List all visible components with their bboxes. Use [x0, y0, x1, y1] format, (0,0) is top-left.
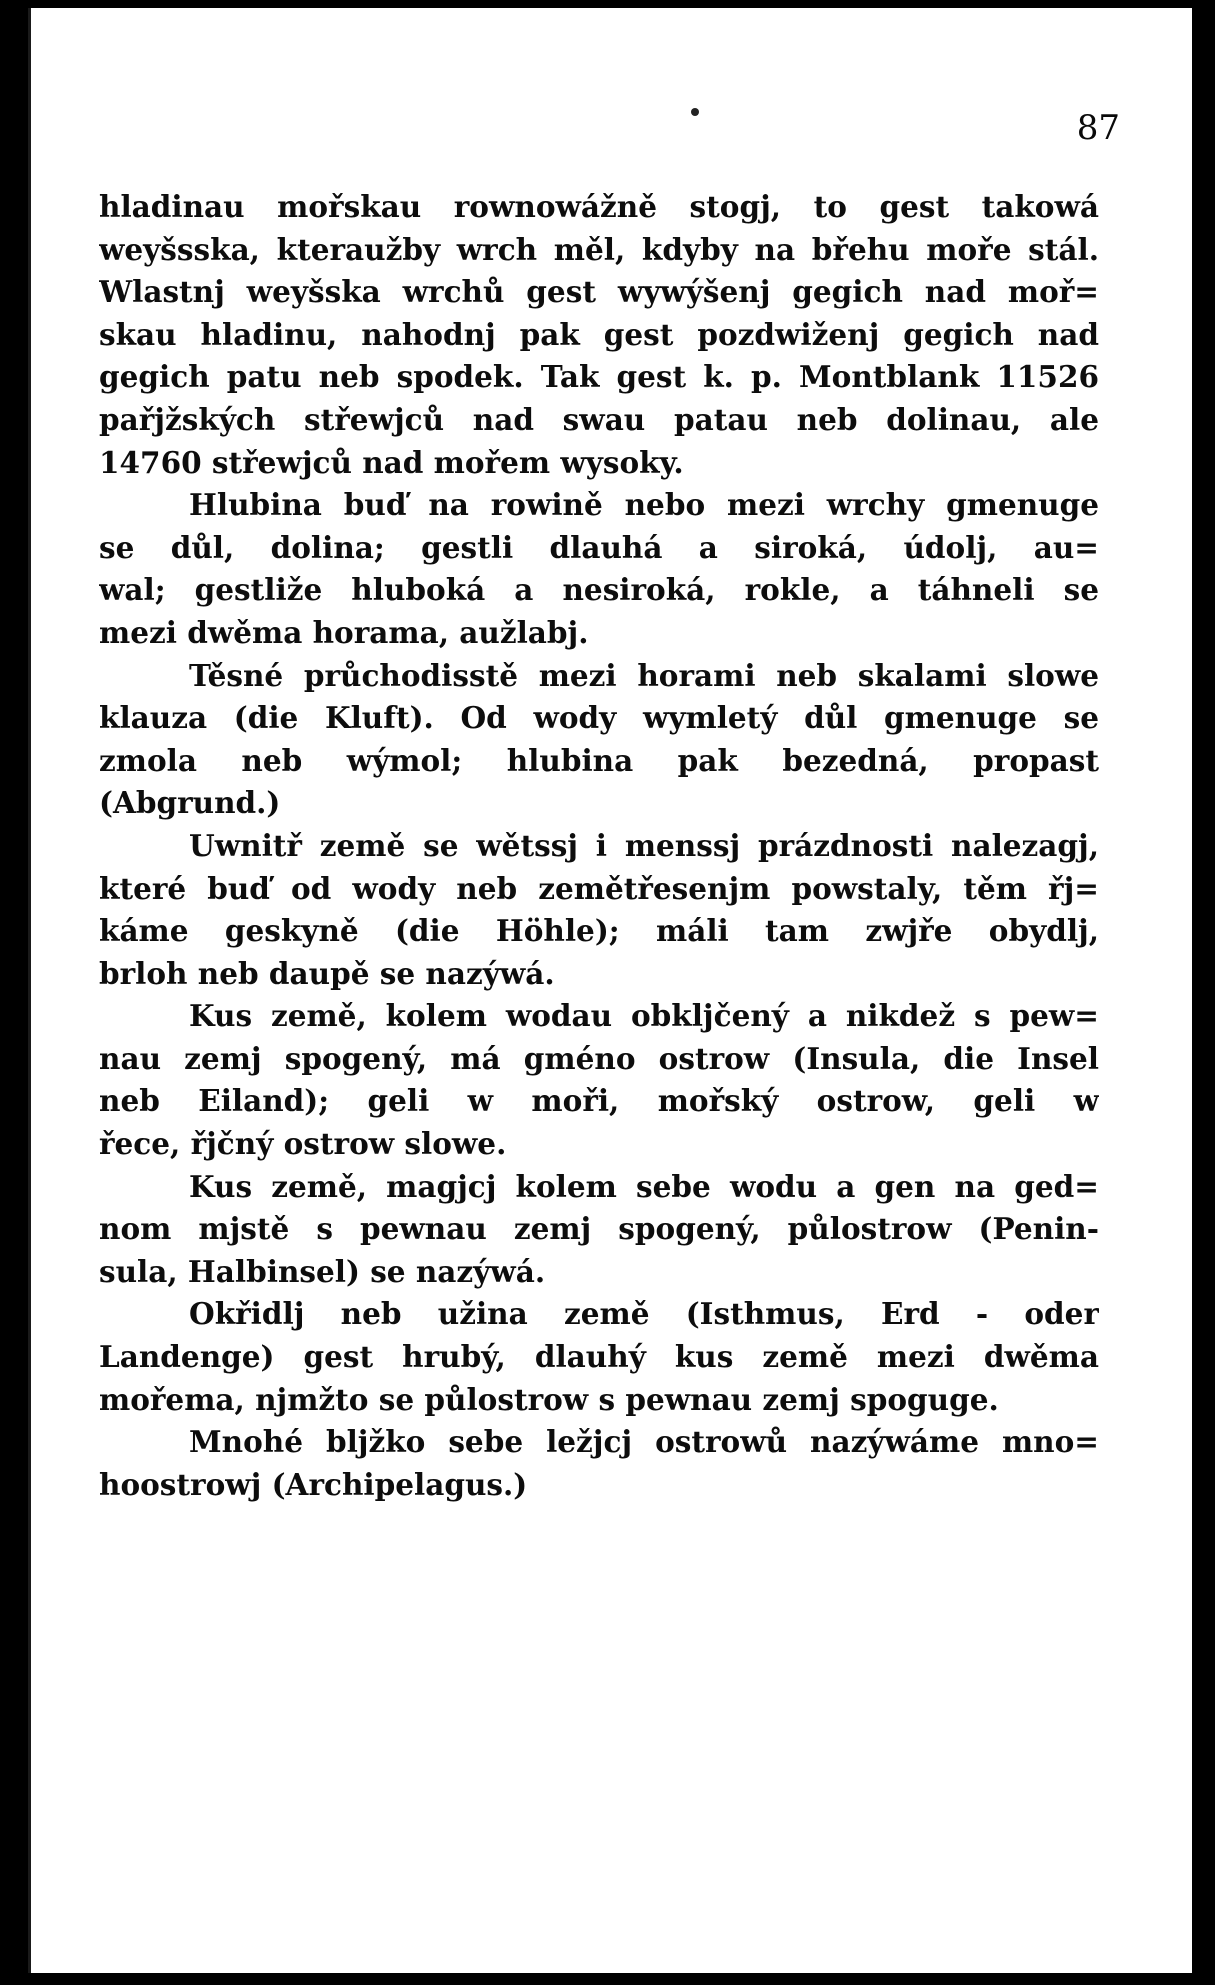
text-line: skau hladinu, nahodnj pak gest pozdwiženj gegich nad: [99, 316, 1099, 352]
text-line: brloh neb daupě se nazýwá.: [99, 955, 555, 991]
text-line: nau zemj spogený, má gméno ostrow (Insula, die Insel: [99, 1040, 1099, 1076]
paragraph: [99, 1421, 1099, 1506]
text-line: Wlastnj weyšska wrchů gest wywýšenj gegich nad moř=: [99, 274, 1099, 310]
paragraph: [99, 825, 1099, 995]
text-line: hladinau mořskau rownowážně stogj, to gest takowá: [99, 189, 1099, 224]
paragraph: [99, 484, 1099, 654]
page-number: 87: [1076, 108, 1120, 148]
text-line: káme geskyně (die Höhle); máli tam zwjře obydlj,: [99, 913, 1099, 949]
text-line: gegich patu neb spodek. Tak gest k. p. Montblank 11526: [99, 359, 1099, 395]
text-line: Kus země, magjcj kolem sebe wodu a gen na ged=: [189, 1168, 1099, 1204]
text-line: se důl, dolina; gestli dlauhá a siroká, údolj, au=: [99, 529, 1099, 565]
book-page: [28, 8, 1192, 1973]
text-line: hoostrowj (Archipelagus.): [99, 1466, 528, 1502]
text-line: Hlubina buď na rowině nebo mezi wrchy gmenuge: [189, 487, 1099, 523]
text-line: Landenge) gest hrubý, dlauhý kus země mezi dwěma: [99, 1339, 1099, 1375]
text-line: mořema, njmžto se půlostrow s pewnau zemj spoguge.: [99, 1381, 999, 1417]
text-line: neb Eiland); geli w moři, mořský ostrow, geli w: [99, 1083, 1099, 1119]
paragraph: [99, 1293, 1099, 1421]
text-line: pařjžských střewjců nad swau patau neb dolinau, ale: [99, 401, 1099, 437]
text-line: Mnohé bljžko sebe ležjcj ostrowů nazýwáme mno=: [189, 1424, 1099, 1460]
paragraph: [99, 655, 1099, 825]
paragraph: [99, 186, 1099, 484]
paragraph: [99, 995, 1099, 1165]
text-line: wal; gestliže hluboká a nesiroká, rokle, a táhneli se: [99, 572, 1099, 608]
text-line: Kus země, kolem wodau obkljčený a nikdež s pew=: [189, 998, 1099, 1034]
text-line: zmola neb wýmol; hlubina pak bezedná, propast: [99, 742, 1099, 778]
text-line: klauza (die Kluft). Od wody wymletý důl gmenuge se: [99, 700, 1099, 736]
text-line: Těsné průchodisstě mezi horami neb skalami slowe: [189, 657, 1099, 693]
text-line: 14760 střewjců nad mořem wysoky.: [99, 444, 684, 480]
text-line: které buď od wody neb zemětřesenjm powstaly, těm řj=: [99, 870, 1099, 906]
text-line: (Abgrund.): [99, 785, 281, 821]
text-line: weyšsska, kteraužby wrch měl, kdyby na břehu moře stál.: [99, 231, 1099, 267]
text-line: sula, Halbinsel) se nazýwá.: [99, 1253, 546, 1289]
text-body: [99, 186, 1099, 1506]
text-line: Uwnitř země se wětssj i menssj prázdnosti nalezagj,: [189, 827, 1099, 863]
text-line: mezi dwěma horama, aužlabj.: [99, 614, 589, 650]
text-line: řece, řjčný ostrow slowe.: [99, 1126, 507, 1162]
paragraph: [99, 1166, 1099, 1294]
text-line: Okřidlj neb užina země (Isthmus, Erd - oder: [189, 1296, 1099, 1332]
text-line: nom mjstě s pewnau zemj spogený, půlostrow (Penin-: [99, 1211, 1099, 1247]
page-mark: [691, 108, 699, 116]
